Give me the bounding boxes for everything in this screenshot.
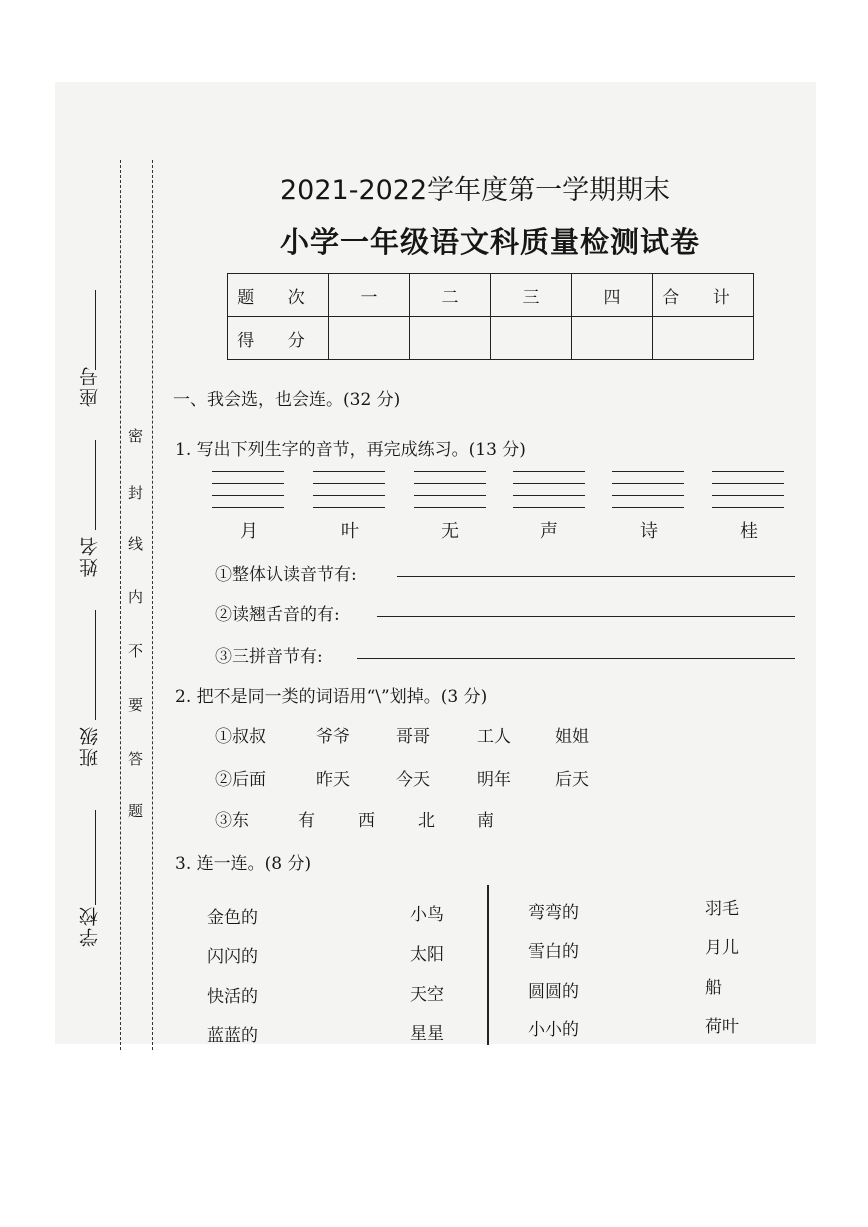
fill-prompt: ②读翘舌音的有: — [215, 605, 340, 625]
school-line — [95, 810, 96, 905]
exam-title: 小学一年级语文科质量检测试卷 — [280, 225, 701, 259]
pinyin-writing-lines[interactable] — [712, 471, 784, 509]
seal-char: 内 — [128, 588, 144, 606]
pinyin-writing-lines[interactable] — [612, 471, 684, 509]
score-total-cell[interactable] — [653, 317, 754, 360]
match-right-noun[interactable]: 荷叶 — [705, 1017, 739, 1037]
match-left-noun[interactable]: 小鸟 — [410, 905, 444, 925]
word-option[interactable]: 爷爷 — [316, 727, 350, 747]
word-option[interactable]: 有 — [298, 811, 315, 831]
seat-number-label: 座号 — [79, 365, 101, 407]
fill-prompt: ①整体认读音节有: — [215, 565, 357, 585]
score-table-cell: 三 — [491, 274, 572, 317]
word-option[interactable]: 北 — [418, 811, 435, 831]
character: 无 — [441, 521, 459, 542]
pinyin-writing-lines[interactable] — [513, 471, 585, 509]
seal-char: 答 — [128, 750, 144, 768]
character: 月 — [240, 521, 258, 542]
match-left-adjective[interactable]: 闪闪的 — [207, 947, 258, 967]
score-input-cell[interactable] — [491, 317, 572, 360]
score-table — [227, 273, 754, 360]
school-label: 学校 — [79, 905, 101, 947]
seat-number-line — [95, 290, 96, 370]
word-option[interactable]: 工人 — [477, 727, 511, 747]
word-option[interactable]: ③东 — [215, 811, 249, 831]
word-option[interactable]: 哥哥 — [396, 727, 430, 747]
pinyin-writing-lines[interactable] — [313, 471, 385, 509]
binding-dashed-line-left — [120, 160, 122, 1050]
pinyin-writing-lines[interactable] — [414, 471, 486, 509]
match-left-adjective[interactable]: 蓝蓝的 — [207, 1026, 258, 1046]
match-divider — [487, 885, 489, 1045]
match-left-noun[interactable]: 天空 — [410, 985, 444, 1005]
class-line — [95, 610, 96, 720]
score-table-cell: 四 — [572, 274, 653, 317]
section-heading: 一、我会选，也会连。(32 分) — [173, 390, 401, 410]
score-table-cell: 二 — [410, 274, 491, 317]
score-input-cell[interactable] — [329, 317, 410, 360]
question-3-title: 3. 连一连。(8 分) — [175, 854, 312, 874]
name-label: 姓名 — [79, 535, 101, 577]
match-right-noun[interactable]: 月儿 — [705, 938, 739, 958]
answer-line[interactable] — [397, 576, 795, 577]
score-row-label: 得 分 — [228, 317, 329, 360]
match-right-adjective[interactable]: 小小的 — [528, 1020, 579, 1040]
match-left-adjective[interactable]: 快活的 — [207, 987, 258, 1007]
match-right-adjective[interactable]: 圆圆的 — [528, 982, 579, 1002]
score-table-header-row — [228, 274, 754, 317]
pinyin-writing-lines[interactable] — [212, 471, 284, 509]
seal-char: 不 — [128, 642, 144, 660]
score-input-cell[interactable] — [410, 317, 491, 360]
score-table-score-row — [228, 317, 754, 360]
match-left-noun[interactable]: 星星 — [410, 1024, 444, 1044]
word-option[interactable]: 姐姐 — [555, 727, 589, 747]
question-1-title: 1. 写出下列生字的音节，再完成练习。(13 分) — [175, 440, 526, 460]
character: 声 — [540, 521, 558, 542]
character: 诗 — [640, 521, 658, 542]
word-option[interactable]: 昨天 — [316, 770, 350, 790]
match-right-noun[interactable]: 羽毛 — [705, 899, 739, 919]
match-left-noun[interactable]: 太阳 — [410, 945, 444, 965]
word-option[interactable]: 后天 — [555, 770, 589, 790]
seal-char: 题 — [128, 802, 144, 820]
seal-char: 线 — [128, 535, 144, 553]
fill-prompt: ③三拼音节有: — [215, 647, 323, 667]
match-right-noun[interactable]: 船 — [705, 978, 722, 998]
binding-dashed-line-right — [152, 160, 154, 1050]
seal-char: 密 — [128, 427, 144, 445]
answer-line[interactable] — [357, 658, 795, 659]
name-line — [95, 440, 96, 530]
question-2-title: 2. 把不是同一类的词语用“\”划掉。(3 分) — [175, 687, 488, 707]
match-left-adjective[interactable]: 金色的 — [207, 908, 258, 928]
seal-char: 封 — [128, 484, 144, 502]
word-option[interactable]: 南 — [477, 811, 494, 831]
word-option[interactable]: ②后面 — [215, 770, 266, 790]
character: 桂 — [740, 521, 758, 542]
match-right-adjective[interactable]: 雪白的 — [528, 942, 579, 962]
character: 叶 — [341, 521, 359, 542]
score-table-cell: 一 — [329, 274, 410, 317]
word-option[interactable]: 今天 — [396, 770, 430, 790]
score-table-cell: 合 计 — [653, 274, 754, 317]
score-input-cell[interactable] — [572, 317, 653, 360]
score-table-cell: 题 次 — [228, 274, 329, 317]
answer-line[interactable] — [377, 616, 795, 617]
seal-char: 要 — [128, 696, 144, 714]
exam-title-year: 2021-2022学年度第一学期期末 — [280, 175, 671, 206]
match-right-adjective[interactable]: 弯弯的 — [528, 903, 579, 923]
word-option[interactable]: 明年 — [477, 770, 511, 790]
class-label: 班级 — [79, 725, 101, 767]
word-option[interactable]: 西 — [358, 811, 375, 831]
word-option[interactable]: ①叔叔 — [215, 727, 266, 747]
